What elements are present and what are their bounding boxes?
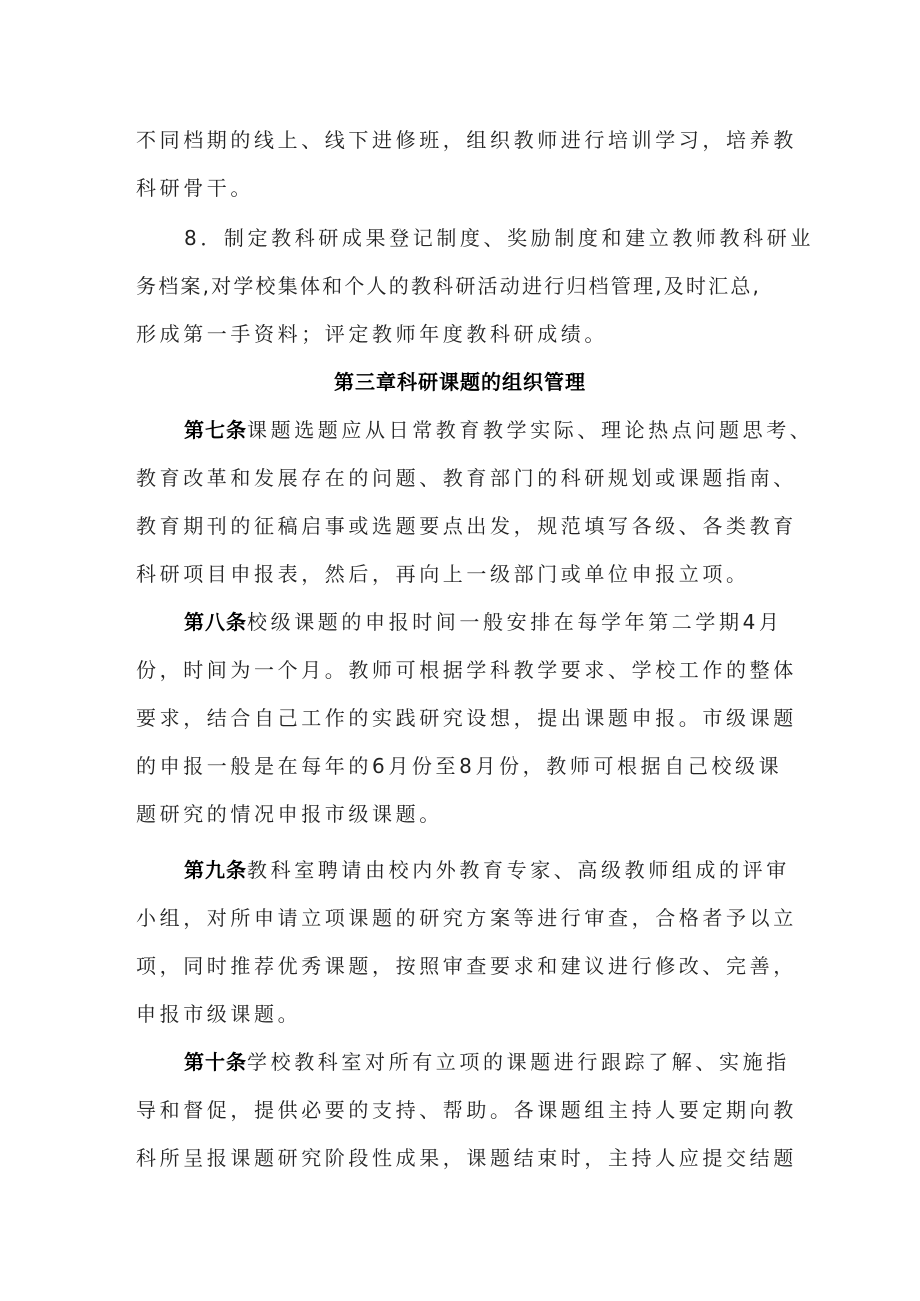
paragraph-line: 题研究的情况申报市级课题。	[136, 802, 443, 826]
paragraph-line: 小组，对所申请立项课题的研究方案等进行审查，合格者予以立	[136, 906, 797, 930]
article-text: 学校教科室对所有立项的课题进行跟踪了解、实施指	[247, 1050, 790, 1074]
article-text: 教科室聘请由校内外教育专家、高级教师组成的评审	[247, 858, 790, 882]
paragraph-line: 申报市级课题。	[136, 1002, 302, 1026]
paragraph-line: 科研项目申报表，然后，再向上一级部门或单位申报立项。	[136, 562, 750, 586]
paragraph-line: 教育期刊的征稿启事或选题要点出发，规范填写各级、各类教育	[136, 514, 797, 538]
paragraph-line: 形成第一手资料；评定教师年度教科研成绩。	[136, 322, 608, 346]
article-first-line	[184, 418, 813, 442]
paragraph-line: 科所呈报课题研究阶段性成果，课题结束时，主持人应提交结题	[136, 1146, 797, 1170]
paragraph-line: 务档案,对学校集体和个人的教科研活动进行归档管理,及时汇总,	[136, 274, 762, 298]
paragraph-line: 份，时间为一个月。教师可根据学科教学要求、学校工作的整体	[136, 658, 797, 682]
paragraph-line: 的申报一般是在每年的6月份至8月份，教师可根据自己校级课	[136, 754, 783, 778]
article-text: 课题选题应从日常教育教学实际、理论热点问题思考、	[247, 418, 814, 442]
article-first-line	[184, 610, 783, 634]
chapter-heading: 第三章科研课题的组织管理	[334, 370, 586, 394]
article-label: 第七条	[184, 418, 247, 442]
article-label: 第八条	[184, 610, 247, 634]
article-text: 校级课题的申报时间一般安排在每学年第二学期4月	[247, 610, 783, 634]
paragraph-line: 教育改革和发展存在的问题、教育部门的科研规划或课题指南、	[136, 466, 797, 490]
paragraph-line: 导和督促，提供必要的支持、帮助。各课题组主持人要定期向教	[136, 1098, 797, 1122]
paragraph-line: 科研骨干。	[136, 176, 254, 200]
article-first-line	[184, 858, 790, 882]
paragraph-line: 8．制定教科研成果登记制度、奖励制度和建立教师教科研业	[184, 226, 814, 250]
article-first-line	[184, 1050, 790, 1074]
paragraph-line: 项，同时推荐优秀课题，按照审查要求和建议进行修改、完善，	[136, 954, 797, 978]
paragraph-line: 要求，结合自己工作的实践研究设想，提出课题申报。市级课题	[136, 706, 797, 730]
paragraph-line: 不同档期的线上、线下进修班，组织教师进行培训学习，培养教	[136, 128, 797, 152]
article-label: 第九条	[184, 858, 247, 882]
article-label: 第十条	[184, 1050, 247, 1074]
